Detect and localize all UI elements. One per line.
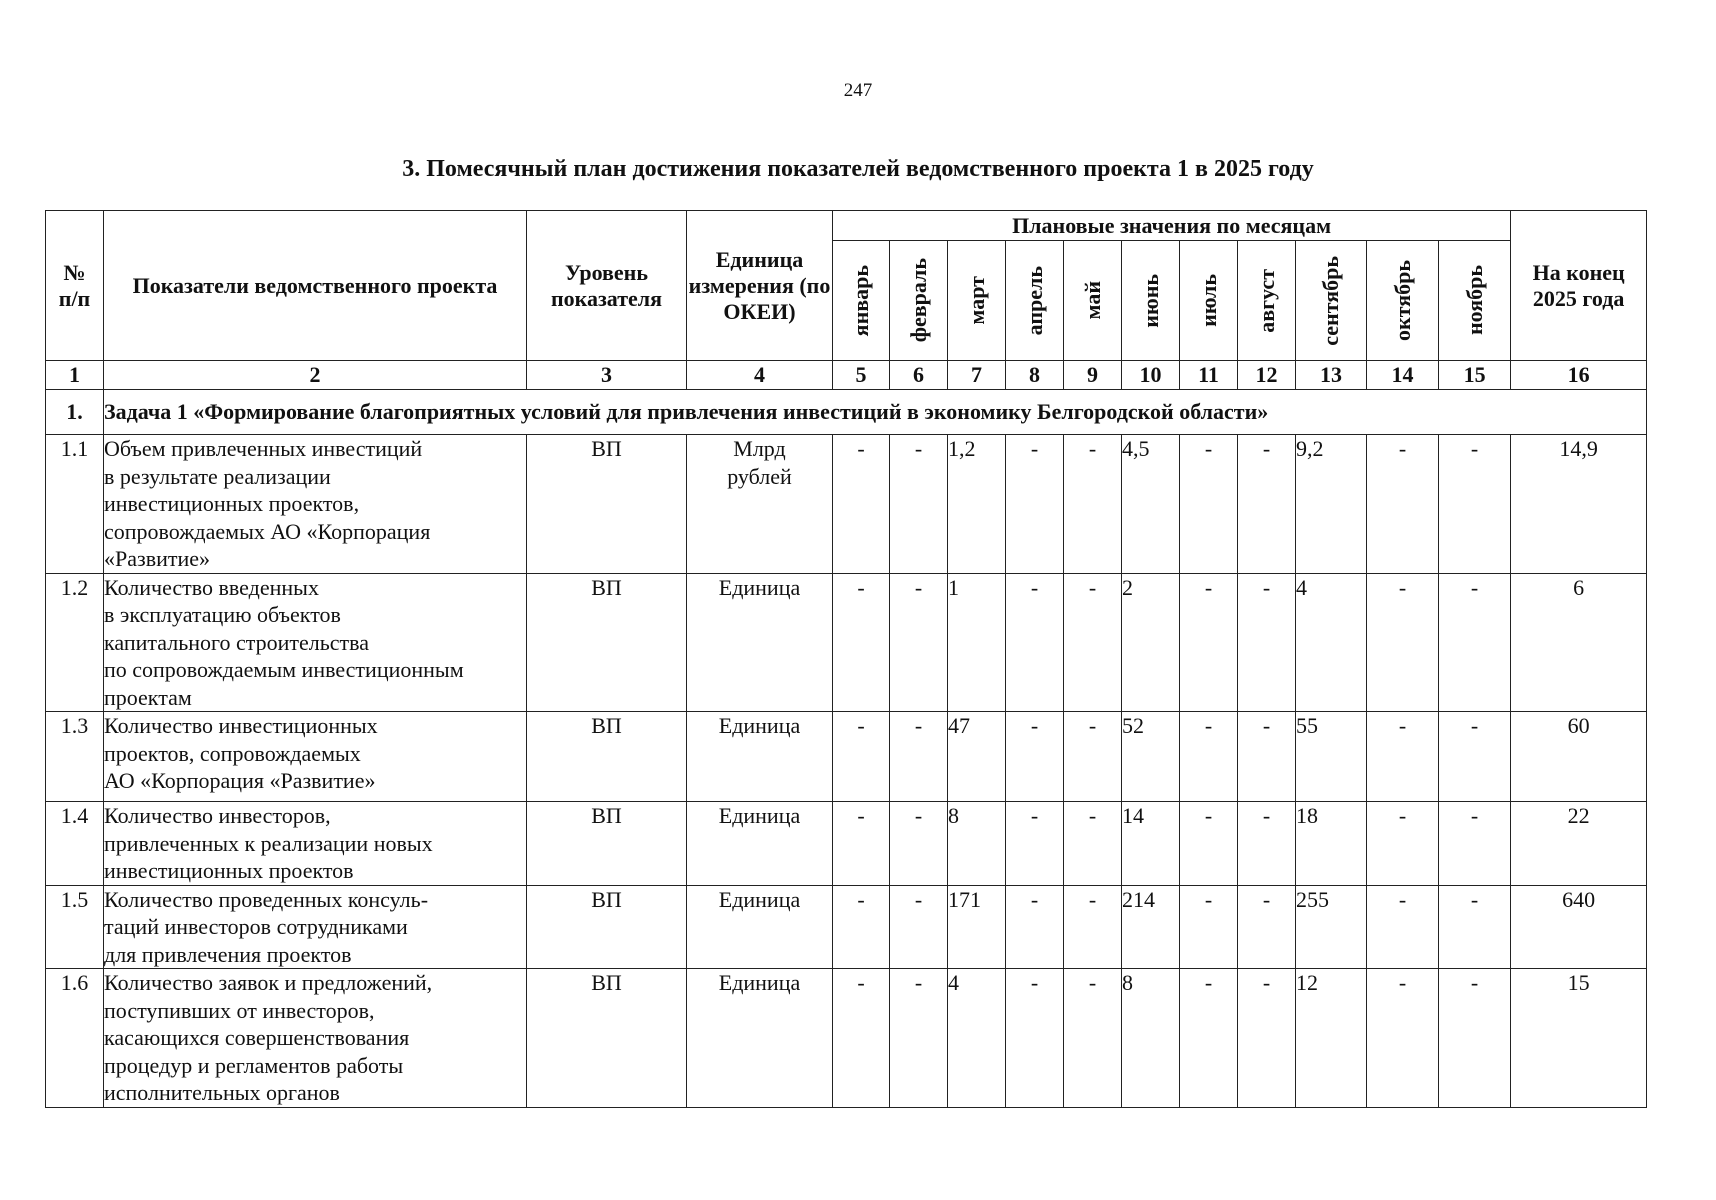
header-month-label: октябрь <box>1389 260 1415 341</box>
column-number: 5 <box>833 361 890 390</box>
month-value: 4,5 <box>1122 435 1180 574</box>
task-row <box>46 390 1647 435</box>
row-number: 1.1 <box>46 435 104 574</box>
month-value: 12 <box>1296 969 1367 1108</box>
month-value: - <box>1180 802 1238 886</box>
month-value: 52 <box>1122 712 1180 802</box>
unit: Единица <box>687 712 833 802</box>
header-month-label: март <box>963 276 989 325</box>
end-of-year-value: 15 <box>1511 969 1647 1108</box>
header-month-label: июль <box>1195 274 1221 327</box>
month-value: - <box>1064 712 1122 802</box>
month-value: 14 <box>1122 802 1180 886</box>
month-value: - <box>890 969 948 1108</box>
month-value: - <box>1180 712 1238 802</box>
month-value: 1 <box>948 573 1006 712</box>
month-value: - <box>1367 802 1439 886</box>
month-value: - <box>1439 969 1511 1108</box>
row-number: 1.2 <box>46 573 104 712</box>
page-number: 247 <box>843 80 873 101</box>
month-value: - <box>1238 435 1296 574</box>
end-of-year-value: 14,9 <box>1511 435 1647 574</box>
header-month <box>1439 241 1511 361</box>
column-number: 15 <box>1439 361 1511 390</box>
column-number: 13 <box>1296 361 1367 390</box>
header-level: Уровень показателя <box>527 211 687 361</box>
header-month <box>833 241 890 361</box>
month-value: - <box>1064 573 1122 712</box>
month-value: 9,2 <box>1296 435 1367 574</box>
month-value: - <box>1238 712 1296 802</box>
indicator-level: ВП <box>527 435 687 574</box>
month-value: - <box>1439 802 1511 886</box>
column-number: 3 <box>527 361 687 390</box>
month-value: - <box>1180 573 1238 712</box>
month-value: - <box>890 435 948 574</box>
indicator-name: Количество инвестиционных проектов, сопровождаемых АО «Корпорация «Развитие» <box>104 712 527 802</box>
month-value: - <box>1064 435 1122 574</box>
month-value: - <box>890 885 948 969</box>
month-value: - <box>833 802 890 886</box>
header-month <box>1296 241 1367 361</box>
end-of-year-value: 6 <box>1511 573 1647 712</box>
month-value: - <box>833 969 890 1108</box>
column-number: 9 <box>1064 361 1122 390</box>
column-number: 10 <box>1122 361 1180 390</box>
header-month <box>948 241 1006 361</box>
month-value: 8 <box>948 802 1006 886</box>
month-value: - <box>890 573 948 712</box>
month-value: 2 <box>1122 573 1180 712</box>
column-number: 6 <box>890 361 948 390</box>
month-value: - <box>1064 802 1122 886</box>
row-number: 1.6 <box>46 969 104 1108</box>
column-number: 1 <box>46 361 104 390</box>
header-month-label: январь <box>848 264 873 337</box>
header-month-label: июнь <box>1137 273 1163 328</box>
table-row <box>46 712 1647 802</box>
month-value: - <box>1439 885 1511 969</box>
month-value: - <box>1439 573 1511 712</box>
month-value: 255 <box>1296 885 1367 969</box>
table-row <box>46 802 1647 886</box>
row-number: 1.4 <box>46 802 104 886</box>
indicator-name: Количество инвесторов, привлеченных к реализации новых инвестиционных проектов <box>104 802 527 886</box>
month-value: - <box>833 712 890 802</box>
header-month <box>890 241 948 361</box>
indicator-name: Количество проведенных консуль- таций инвесторов сотрудниками для привлечения проектов <box>104 885 527 969</box>
header-num: № п/п <box>46 211 104 361</box>
unit: Единица <box>687 802 833 886</box>
month-value: - <box>833 885 890 969</box>
unit: Единица <box>687 573 833 712</box>
column-number: 4 <box>687 361 833 390</box>
month-value: - <box>1367 969 1439 1108</box>
header-month-label: февраль <box>905 258 931 343</box>
unit: Единица <box>687 969 833 1108</box>
column-number: 8 <box>1006 361 1064 390</box>
month-value: - <box>1238 802 1296 886</box>
header-unit: Единица измерения (по ОКЕИ) <box>687 211 833 361</box>
indicator-name: Объем привлеченных инвестиций в результате реализации инвестиционных проектов, сопровождаемых АО «Корпорация «Развитие» <box>104 435 527 574</box>
month-value: - <box>1006 712 1064 802</box>
month-value: - <box>1367 435 1439 574</box>
header-month-label: апрель <box>1021 265 1047 336</box>
end-of-year-value: 640 <box>1511 885 1647 969</box>
header-monthly-group: Плановые значения по месяцам <box>833 211 1511 241</box>
month-value: - <box>890 802 948 886</box>
header-end-of-year: На конец 2025 года <box>1511 211 1647 361</box>
month-value: - <box>1006 969 1064 1108</box>
header-indicator: Показатели ведомственного проекта <box>104 211 527 361</box>
end-of-year-value: 60 <box>1511 712 1647 802</box>
unit: Млрд рублей <box>687 435 833 574</box>
row-number: 1.3 <box>46 712 104 802</box>
table-row <box>46 969 1647 1108</box>
header-month <box>1367 241 1439 361</box>
unit: Единица <box>687 885 833 969</box>
month-value: - <box>833 573 890 712</box>
column-number: 12 <box>1238 361 1296 390</box>
month-value: - <box>1439 435 1511 574</box>
month-value: - <box>1238 885 1296 969</box>
table-row <box>46 885 1647 969</box>
month-value: - <box>1064 969 1122 1108</box>
month-value: - <box>1006 573 1064 712</box>
header-month <box>1064 241 1122 361</box>
page-title: 3. Помесячный план достижения показателей ведомственного проекта 1 в 2025 году <box>402 156 1314 182</box>
header-month-label: ноябрь <box>1461 265 1487 336</box>
month-value: 8 <box>1122 969 1180 1108</box>
header-month-label: август <box>1253 268 1279 333</box>
indicator-level: ВП <box>527 969 687 1108</box>
month-value: - <box>833 435 890 574</box>
header-month <box>1180 241 1238 361</box>
header-month <box>1122 241 1180 361</box>
month-value: - <box>1367 885 1439 969</box>
row-number: 1.5 <box>46 885 104 969</box>
month-value: 47 <box>948 712 1006 802</box>
indicator-level: ВП <box>527 802 687 886</box>
indicator-level: ВП <box>527 712 687 802</box>
table-row <box>46 573 1647 712</box>
month-value: 1,2 <box>948 435 1006 574</box>
month-value: 4 <box>948 969 1006 1108</box>
month-value: 55 <box>1296 712 1367 802</box>
header-month <box>1238 241 1296 361</box>
month-value: 4 <box>1296 573 1367 712</box>
month-value: - <box>1006 885 1064 969</box>
column-number: 16 <box>1511 361 1647 390</box>
month-value: - <box>1006 802 1064 886</box>
indicator-level: ВП <box>527 885 687 969</box>
column-numbers-row <box>46 361 1647 390</box>
end-of-year-value: 22 <box>1511 802 1647 886</box>
header-month-label: сентябрь <box>1318 255 1343 346</box>
monthly-plan-table <box>45 210 1647 1108</box>
month-value: - <box>1367 712 1439 802</box>
indicator-name: Количество введенных в эксплуатацию объектов капитального строительства по сопровождаемым инвестиционным проектам <box>104 573 527 712</box>
column-number: 2 <box>104 361 527 390</box>
month-value: - <box>1064 885 1122 969</box>
month-value: - <box>1180 969 1238 1108</box>
month-value: - <box>890 712 948 802</box>
month-value: 214 <box>1122 885 1180 969</box>
column-number: 14 <box>1367 361 1439 390</box>
task-number: 1. <box>46 390 104 435</box>
month-value: - <box>1238 573 1296 712</box>
indicator-level: ВП <box>527 573 687 712</box>
header-month <box>1006 241 1064 361</box>
month-value: - <box>1439 712 1511 802</box>
indicator-name: Количество заявок и предложений, поступивших от инвесторов, касающихся совершенствования процедур и регламентов работы исполнительных органов <box>104 969 527 1108</box>
table-row <box>46 435 1647 574</box>
header-month-label: май <box>1079 281 1105 320</box>
month-value: 171 <box>948 885 1006 969</box>
month-value: - <box>1006 435 1064 574</box>
task-name: Задача 1 «Формирование благоприятных условий для привлечения инвестиций в экономику Белгородской области» <box>104 390 1647 435</box>
column-number: 7 <box>948 361 1006 390</box>
month-value: - <box>1367 573 1439 712</box>
month-value: - <box>1180 435 1238 574</box>
month-value: - <box>1180 885 1238 969</box>
month-value: 18 <box>1296 802 1367 886</box>
column-number: 11 <box>1180 361 1238 390</box>
month-value: - <box>1238 969 1296 1108</box>
